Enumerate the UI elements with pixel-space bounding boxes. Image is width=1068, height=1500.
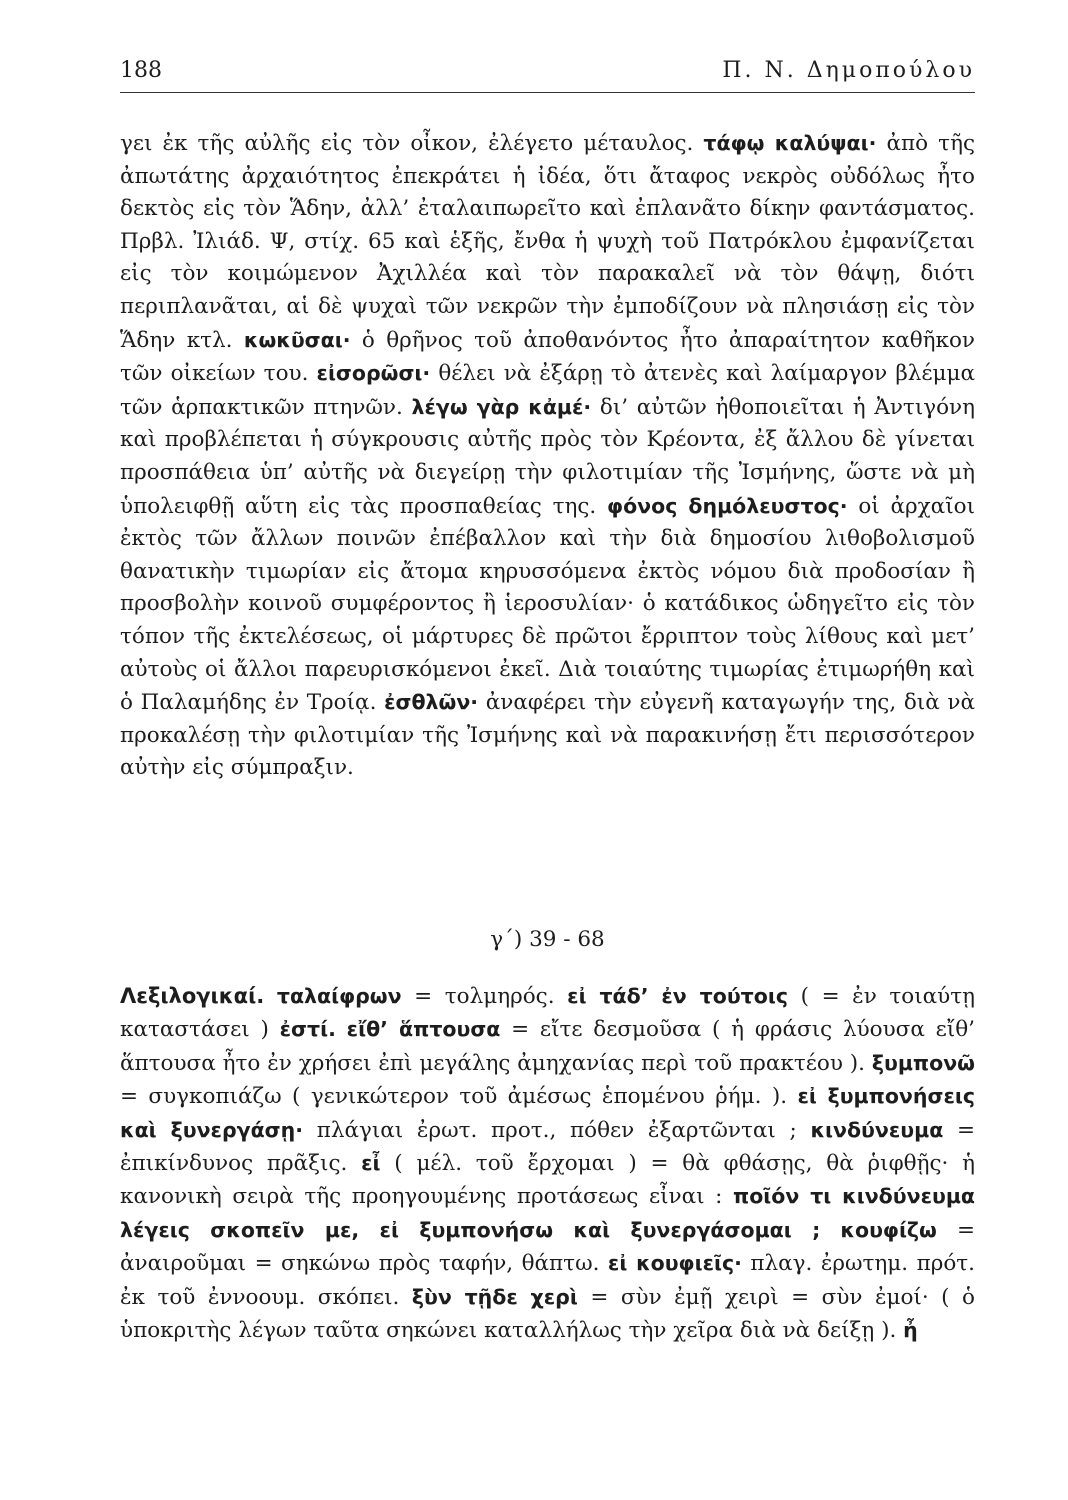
gloss: = συγκοπιάζω ( γενικώτερον τοῦ ἀμέσως ἑπομένου ῥήμ. ).	[120, 1084, 798, 1110]
section-title: γ΄) 39 - 68	[490, 927, 605, 952]
lemma: ταλαίφρων	[276, 984, 402, 1008]
gloss	[336, 1017, 347, 1042]
lemma: φόνος δημόλευστος·	[607, 493, 848, 518]
commentary-segment: οἱ ἀρχαῖοι ἐκτὸς τῶν ἄλλων ποινῶν ἐπέβαλλον καὶ τὴν διὰ δημοσίου λιθοβολισμοῦ θανατικὴν τιμωρίαν εἰς ἄτομα κηρυσσόμενα ἐκτὸς νόμου διὰ προδοσίαν ἢ προσβολὴν κοινοῦ συμφέροντος ἢ ἱεροσυλίαν· ὁ κατάδικος ὡδηγεῖτο εἰς τὸν τόπον τῆς ἐκτελέσεως, οἱ μάρτυρες δὲ πρῶτοι ἔρριπτον τοὺς λίθους καὶ μετ’ αὐτοὺς οἱ ἄλλοι παρευρισκόμενοι ἐκεῖ. Διὰ τοιαύτης τιμωρίας ἐτιμωρήθη καὶ ὁ Παλαμήδης ἐν Τροίᾳ.	[120, 493, 975, 716]
gloss: = εἴτε δεσμοῦσα ( ἡ φράσις λύουσα εἴθ’ ἅπτουσα ἦτο ἐν χρήσει ἐπὶ μεγάλης ἀμηχανίας περὶ τοῦ πρακτέου ).	[120, 1017, 975, 1076]
lemma: κωκῦσαι·	[243, 327, 351, 352]
gloss: = ἀναιροῦμαι = σηκώνω πρὸς ταφήν, θάπτω.	[120, 1217, 975, 1277]
commentary-segment: ἀναφέρει τὴν εὐγενῆ καταγωγήν της, διὰ νὰ προκαλέσῃ τὴν φιλοτιμίαν τῆς Ἰσμήνης καὶ νὰ παρακινήσῃ ἔτι περισσότερον αὐτὴν εἰς σύμπραξιν.	[120, 690, 976, 781]
lemma: εἰ τάδ’ ἐν τούτοις	[567, 984, 788, 1008]
gloss: = σὺν ἐμῇ χειρὶ = σὺν ἐμοί· ( ὁ ὑποκριτὴς λέγων ταῦτα σηκώνει καταλλήλως τὴν χεῖρα διὰ νὰ δείξῃ ).	[120, 1284, 975, 1344]
lexicology-paragraph	[120, 980, 975, 1347]
gloss: πλαγ. ἐρωτημ. πρότ. ἐκ τοῦ ἐννοουμ. σκόπει.	[120, 1251, 976, 1310]
header-rule	[120, 92, 975, 93]
gloss: πλάγιαι ἐρωτ. προτ., πόθεν ἐξαρτῶνται ;	[303, 1117, 811, 1143]
commentary-segment: δι’ αὐτῶν ἠθοποιεῖται ἡ Ἀντιγόνη καὶ προβλέπεται ἡ σύγκρουσις αὐτῆς πρὸς τὸν Κρέοντα, ἐξ ἄλλου δὲ γίνεται προσπάθεια ὑπ’ αὐτῆς νὰ διεγείρῃ τὴν φιλοτιμίαν τῆς Ἰσμήνης, ὥστε νὰ μὴ ὑπολειφθῇ αὕτη εἰς τὰς προσπαθείας της.	[120, 394, 976, 519]
lemma: εἴθ’ ἅπτουσα	[346, 1017, 501, 1042]
commentary-segment: ἀπὸ τῆς ἀπωτάτης ἀρχαιότητος ἐπεκράτει ἡ ἰδέα, ὅτι ἄταφος νεκρὸς οὐδόλως ἦτο δεκτὸς εἰς τὸν Ἅδην, ἀλλ’ ἐταλαιπωρεῖτο καὶ ἐπλανᾶτο δίκην φαντάσματος. Πρβλ. Ἰλιάδ. Ψ, στίχ. 65 καὶ ἑξῆς, ἔνθα ἡ ψυχὴ τοῦ Πατρόκλου ἐμφανίζεται εἰς τὸν κοιμώμενον Ἀχιλλέα καὶ τὸν παρακαλεῖ νὰ τὸν θάψῃ, διότι περιπλανᾶται, αἱ δὲ ψυχαὶ τῶν νεκρῶν τὴν ἐμποδίζουν νὰ πλησιάσῃ εἰς τὸν Ἅδην κτλ.	[120, 131, 975, 353]
commentary-segment: ὁ θρῆνος τοῦ ἀποθανόντος ἦτο ἀπαραίτητον καθῆκον τῶν οἰκείων του.	[120, 327, 975, 387]
gloss: = ἐπικίνδυνος πρᾶξις.	[120, 1117, 976, 1177]
commentary-paragraph	[120, 127, 975, 785]
running-header	[120, 58, 975, 90]
lemma: εἶ	[361, 1151, 381, 1176]
lemma: ἦ	[903, 1318, 918, 1343]
lemma: κουφίζω	[840, 1217, 937, 1242]
lexicology-heading: Λεξιλογικαί.	[120, 984, 265, 1008]
lemma: ἐσθλῶν·	[384, 690, 479, 715]
lemma: ἐστί.	[279, 1017, 336, 1042]
lexicology-section	[120, 980, 975, 1347]
lemma: ποῖόν τι κινδύνευμα λέγεις σκοπεῖν με, εἰ ξυμπονήσω καὶ ξυνεργάσομαι ;	[120, 1184, 975, 1242]
lemma: τάφῳ καλύψαι·	[703, 131, 877, 155]
page-number: 188	[120, 58, 162, 83]
lemma: κινδύνευμα	[810, 1117, 944, 1142]
running-title-author: Π. Ν. Δημοπούλου	[722, 58, 975, 83]
lemma: εἰ ξυμπονήσεις καὶ ξυνεργάσῃ·	[120, 1084, 975, 1142]
commentary-segment: γει ἐκ τῆς αὐλῆς εἰς τὸν οἶκον, ἐλέγετο μέταυλος.	[120, 131, 704, 156]
gloss: = τολμηρός.	[401, 984, 568, 1009]
gloss: ( μέλ. τοῦ ἔρχομαι ) = θὰ φθάσῃς, θὰ ῥιφθῇς· ἡ κανονικὴ σειρὰ τῆς προηγουμένης προτάσεως εἶναι :	[120, 1151, 975, 1210]
lemma: λέγω γὰρ κἀμέ·	[411, 394, 592, 419]
lemma: ξυμπονῶ	[871, 1050, 975, 1075]
lemma: εἰ κουφιεῖς·	[607, 1251, 742, 1276]
gloss	[820, 1218, 840, 1243]
gloss: ( = ἐν τοιαύτῃ καταστάσει )	[120, 984, 976, 1043]
commentary-text	[120, 127, 975, 785]
lemma: εἰσορῶσι·	[316, 361, 431, 386]
commentary-segment: θέλει νὰ ἐξάρῃ τὸ ἀτενὲς καὶ λαίμαργον βλέμμα τῶν ἁρπακτικῶν πτηνῶν.	[120, 361, 975, 420]
lemma: ξὺν τῇδε χερὶ	[411, 1284, 578, 1309]
